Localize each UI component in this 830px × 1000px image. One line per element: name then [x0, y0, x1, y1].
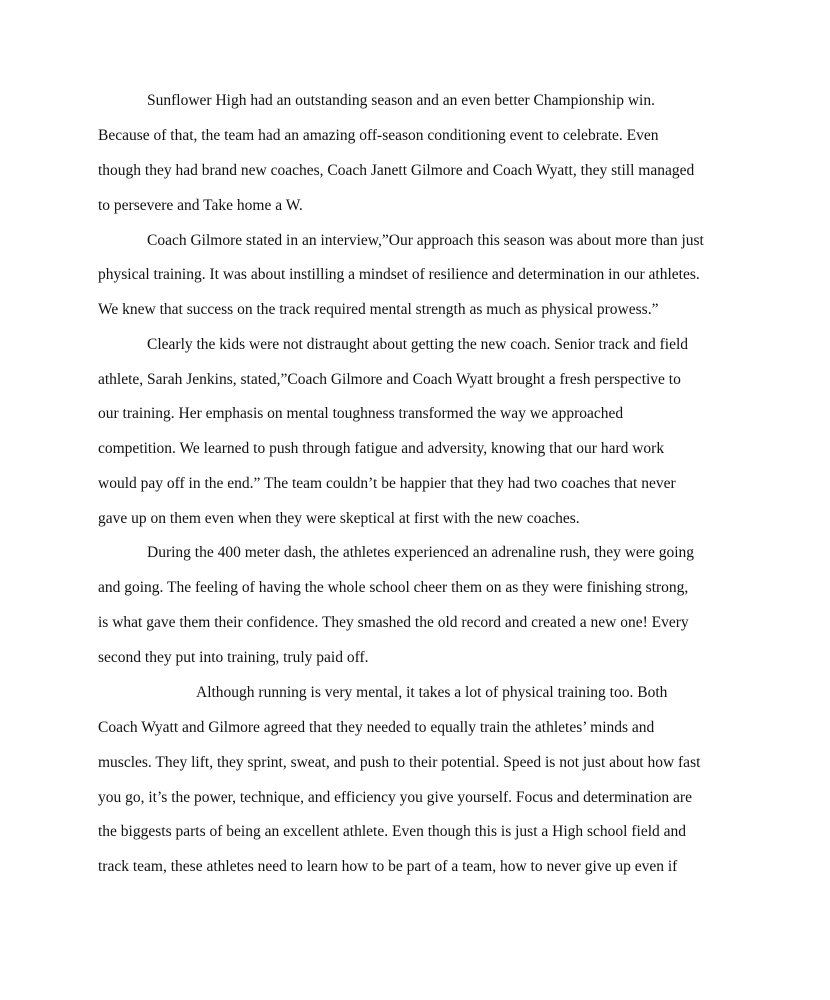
- text-line: Coach Wyatt and Gilmore agreed that they needed to equally train the athletes’ minds and: [98, 719, 655, 736]
- text-line: our training. Her emphasis on mental toughness transformed the way we approached: [98, 405, 624, 422]
- text-line: physical training. It was about instilling a mindset of resilience and determination in our athletes.: [98, 266, 700, 283]
- text-line: Clearly the kids were not distraught about getting the new coach. Senior track and field: [147, 336, 689, 353]
- text-line: to persevere and Take home a W.: [98, 197, 303, 214]
- text-line: gave up on them even when they were skeptical at first with the new coaches.: [98, 510, 580, 527]
- text-line: athlete, Sarah Jenkins, stated,”Coach Gilmore and Coach Wyatt brought a fresh perspective to: [98, 371, 681, 388]
- text-line: We knew that success on the track required mental strength as much as physical prowess.”: [98, 301, 659, 318]
- text-line: competition. We learned to push through fatigue and adversity, knowing that our hard work: [98, 440, 665, 457]
- text-line: muscles. They lift, they sprint, sweat, and push to their potential. Speed is not just about how fast: [98, 754, 701, 771]
- text-line: would pay off in the end.” The team couldn’t be happier that they had two coaches that never: [98, 475, 676, 492]
- text-line: During the 400 meter dash, the athletes experienced an adrenaline rush, they were going: [147, 544, 695, 561]
- text-line: is what gave them their confidence. They smashed the old record and created a new one! Every: [98, 614, 689, 631]
- text-line: Sunflower High had an outstanding season and an even better Championship win.: [147, 92, 655, 109]
- text-line: track team, these athletes need to learn how to be part of a team, how to never give up even if: [98, 858, 678, 875]
- text-line: Because of that, the team had an amazing off-season conditioning event to celebrate. Even: [98, 127, 659, 144]
- text-line: second they put into training, truly paid off.: [98, 649, 369, 666]
- text-line: you go, it’s the power, technique, and efficiency you give yourself. Focus and determination are: [98, 789, 692, 806]
- text-line: though they had brand new coaches, Coach Janett Gilmore and Coach Wyatt, they still managed: [98, 162, 695, 179]
- text-line: Coach Gilmore stated in an interview,”Our approach this season was about more than just: [147, 232, 704, 249]
- text-line: and going. The feeling of having the whole school cheer them on as they were finishing strong,: [98, 579, 689, 596]
- text-line: Although running is very mental, it takes a lot of physical training too. Both: [196, 684, 668, 701]
- text-line: the biggests parts of being an excellent athlete. Even though this is just a High school field and: [98, 823, 687, 840]
